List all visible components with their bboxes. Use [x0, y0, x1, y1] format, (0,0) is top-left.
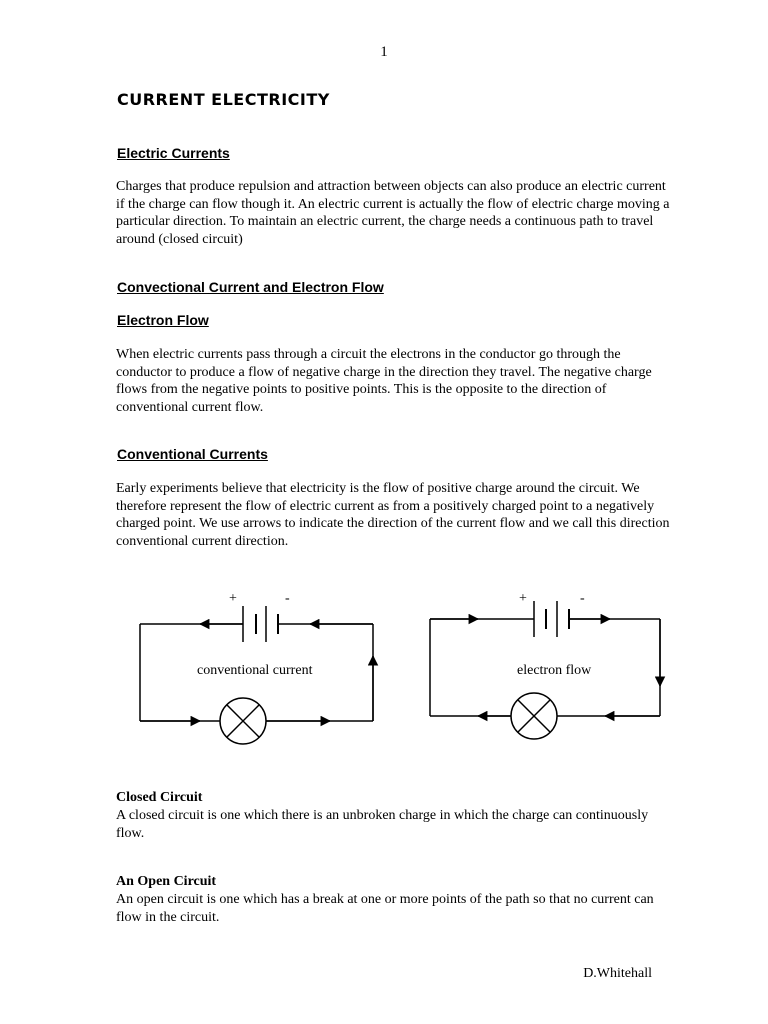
left-plus-sign: + — [229, 591, 237, 606]
right-diagram-label: electron flow — [517, 663, 592, 678]
paragraph-conventional-currents: Early experiments believe that electricity is the flow of positive charge around the circuit. We therefore represent the flow of electric current as from a positively charged point to a negatively charged point. We use arrows to indicate the direction of the current flow and we call this direction conventional current direction. — [116, 481, 670, 549]
heading-convectional-current: Convectional Current and Electron Flow — [117, 279, 384, 295]
paragraph-open-circuit: An open circuit is one which has a break at one or more points of the path so that no current can flow in the circuit. — [116, 892, 654, 925]
paragraph-closed-circuit: A closed circuit is one which there is an unbroken charge in which the charge can continuously flow. — [116, 808, 649, 841]
author-name: D.Whitehall — [583, 966, 652, 981]
right-minus-sign: - — [580, 591, 585, 606]
paragraph-electric-currents: Charges that produce repulsion and attraction between objects can also produce an electric current if the charge can flow though it. An electric current is actually the flow of electric charge moving a particular direction. To maintain an electric current, the charge needs a continuous path to travel around (closed circuit) — [116, 179, 670, 247]
left-diagram-label: conventional current — [197, 663, 313, 678]
heading-closed-circuit: Closed Circuit — [116, 790, 203, 805]
heading-electron-flow: Electron Flow — [117, 312, 209, 328]
page-title: CURRENT ELECTRICITY — [117, 90, 330, 109]
paragraph-electron-flow: When electric currents pass through a circuit the electrons in the conductor go through the conductor to produce a flow of negative charge in the direction they travel. The negative charge flows from the negative points to positive points. This is the opposite to the direction of conventional current flow. — [116, 347, 652, 415]
heading-conventional-currents: Conventional Currents — [117, 446, 268, 462]
heading-electric-currents: Electric Currents — [117, 145, 230, 161]
page-number: 1 — [380, 44, 388, 60]
right-plus-sign: + — [519, 591, 527, 606]
left-minus-sign: - — [285, 591, 290, 606]
heading-open-circuit: An Open Circuit — [116, 874, 217, 889]
